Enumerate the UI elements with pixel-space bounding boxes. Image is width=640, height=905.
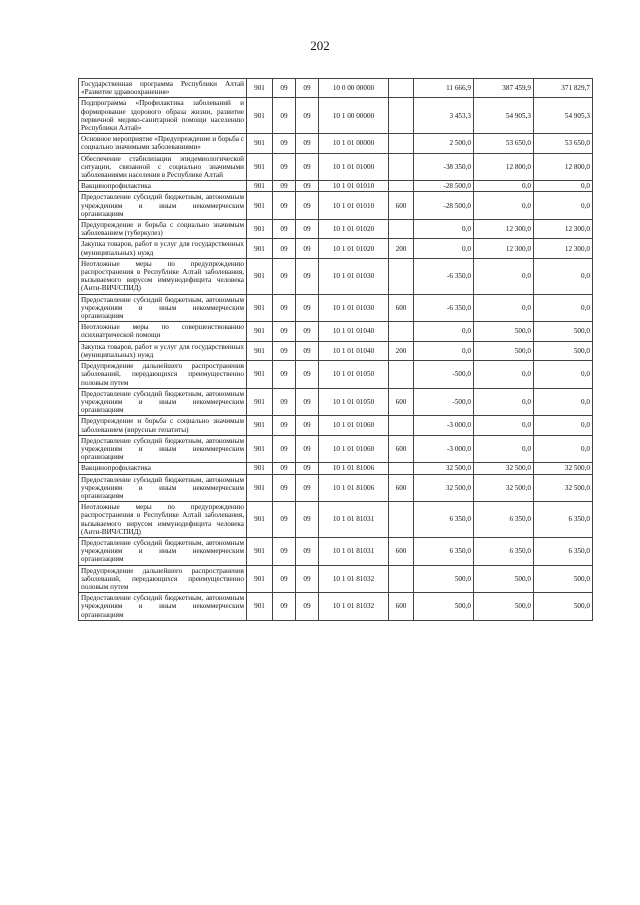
cell-name: Подпрограмма «Профилактика заболеваний и формирование здорового образа жизни, развитие первичной медико-санитарной помощи населению Республики Алтай» xyxy=(79,98,247,134)
cell-name: Предупреждение дальнейшего распространения заболеваний, передающихся преимущественно половым путем xyxy=(79,565,247,593)
cell-name: Предоставление субсидий бюджетным, автономным учреждениям и иным некоммерческим организациям xyxy=(79,294,247,322)
cell-amount-3: 500,0 xyxy=(534,322,593,341)
cell-amount-2: 12 300,0 xyxy=(474,220,534,239)
cell-name: Предоставление субсидий бюджетным, автономным учреждениям и иным некоммерческим организациям xyxy=(79,593,247,621)
cell-section: 09 xyxy=(273,341,296,360)
cell-section: 09 xyxy=(273,565,296,593)
cell-section: 09 xyxy=(273,463,296,474)
cell-expense-type xyxy=(389,322,414,341)
cell-amount-2: 0,0 xyxy=(474,294,534,322)
cell-name: Закупка товаров, работ и услуг для государственных (муниципальных) нужд xyxy=(79,341,247,360)
cell-name: Предоставление субсидий бюджетным, автономным учреждениям и иным некоммерческим организациям xyxy=(79,435,247,463)
cell-target-article: 10 1 01 01050 xyxy=(319,388,389,416)
cell-ministry-code: 901 xyxy=(247,181,273,192)
table-body xyxy=(79,79,593,621)
cell-expense-type xyxy=(389,220,414,239)
cell-amount-3: 0,0 xyxy=(534,388,593,416)
cell-amount-1: 0,0 xyxy=(414,220,474,239)
cell-target-article: 10 1 01 01030 xyxy=(319,294,389,322)
page-number: 202 xyxy=(310,38,330,53)
cell-subsection: 09 xyxy=(296,537,319,565)
cell-section: 09 xyxy=(273,361,296,389)
cell-ministry-code: 901 xyxy=(247,416,273,435)
table-row xyxy=(79,98,593,134)
cell-expense-type xyxy=(389,502,414,538)
table-row xyxy=(79,258,593,294)
cell-name: Вакцинопрофилактика xyxy=(79,463,247,474)
cell-section: 09 xyxy=(273,593,296,621)
cell-name: Основное мероприятие «Предупреждение и борьба с социально значимыми заболеваниями» xyxy=(79,134,247,153)
cell-section: 09 xyxy=(273,192,296,220)
cell-expense-type: 600 xyxy=(389,388,414,416)
cell-section: 09 xyxy=(273,181,296,192)
cell-target-article: 10 1 00 00000 xyxy=(319,98,389,134)
cell-amount-1: 11 666,9 xyxy=(414,79,474,98)
cell-target-article: 10 1 01 01040 xyxy=(319,322,389,341)
cell-name: Предупреждение дальнейшего распространения заболеваний, передающихся преимущественно половым путем xyxy=(79,361,247,389)
cell-amount-1: 0,0 xyxy=(414,322,474,341)
table-row xyxy=(79,537,593,565)
cell-amount-3: 0,0 xyxy=(534,294,593,322)
cell-subsection: 09 xyxy=(296,220,319,239)
table-row xyxy=(79,239,593,258)
cell-expense-type xyxy=(389,463,414,474)
cell-amount-2: 500,0 xyxy=(474,322,534,341)
cell-expense-type: 200 xyxy=(389,341,414,360)
table-row xyxy=(79,192,593,220)
cell-section: 09 xyxy=(273,79,296,98)
table-row xyxy=(79,463,593,474)
table-row xyxy=(79,388,593,416)
cell-amount-2: 0,0 xyxy=(474,416,534,435)
cell-section: 09 xyxy=(273,537,296,565)
cell-amount-2: 500,0 xyxy=(474,565,534,593)
cell-section: 09 xyxy=(273,153,296,181)
cell-name: Предупреждение и борьба с социально значимым заболеванием (вирусные гепатиты) xyxy=(79,416,247,435)
cell-name: Предоставление субсидий бюджетным, автономным учреждениям и иным некоммерческим организациям xyxy=(79,537,247,565)
cell-subsection: 09 xyxy=(296,98,319,134)
cell-target-article: 10 1 01 81031 xyxy=(319,537,389,565)
table-row xyxy=(79,153,593,181)
cell-expense-type: 600 xyxy=(389,435,414,463)
cell-subsection: 09 xyxy=(296,341,319,360)
cell-amount-1: -3 000,0 xyxy=(414,435,474,463)
cell-target-article: 10 1 01 01010 xyxy=(319,181,389,192)
cell-expense-type: 600 xyxy=(389,192,414,220)
table-row xyxy=(79,134,593,153)
cell-subsection: 09 xyxy=(296,294,319,322)
cell-amount-1: 0,0 xyxy=(414,239,474,258)
cell-target-article: 10 1 01 81032 xyxy=(319,593,389,621)
cell-amount-3: 6 350,0 xyxy=(534,537,593,565)
cell-section: 09 xyxy=(273,258,296,294)
table-row xyxy=(79,502,593,538)
cell-ministry-code: 901 xyxy=(247,239,273,258)
cell-target-article: 10 1 01 01050 xyxy=(319,361,389,389)
cell-expense-type: 200 xyxy=(389,239,414,258)
cell-amount-3: 500,0 xyxy=(534,565,593,593)
table-row xyxy=(79,341,593,360)
cell-expense-type: 600 xyxy=(389,593,414,621)
cell-amount-1: 3 453,3 xyxy=(414,98,474,134)
cell-amount-2: 12 800,0 xyxy=(474,153,534,181)
cell-subsection: 09 xyxy=(296,502,319,538)
cell-expense-type xyxy=(389,416,414,435)
cell-target-article: 10 1 01 01020 xyxy=(319,220,389,239)
cell-ministry-code: 901 xyxy=(247,474,273,502)
cell-expense-type: 600 xyxy=(389,537,414,565)
cell-amount-1: 0,0 xyxy=(414,341,474,360)
cell-section: 09 xyxy=(273,322,296,341)
cell-section: 09 xyxy=(273,294,296,322)
cell-amount-3: 32 500,0 xyxy=(534,463,593,474)
cell-amount-3: 0,0 xyxy=(534,258,593,294)
table-row xyxy=(79,565,593,593)
cell-expense-type xyxy=(389,134,414,153)
cell-subsection: 09 xyxy=(296,388,319,416)
cell-ministry-code: 901 xyxy=(247,192,273,220)
cell-section: 09 xyxy=(273,416,296,435)
cell-section: 09 xyxy=(273,388,296,416)
cell-amount-2: 0,0 xyxy=(474,361,534,389)
cell-amount-1: 6 350,0 xyxy=(414,537,474,565)
cell-section: 09 xyxy=(273,502,296,538)
cell-amount-2: 32 500,0 xyxy=(474,474,534,502)
cell-ministry-code: 901 xyxy=(247,294,273,322)
cell-name: Неотложные меры по совершенствованию психиатрической помощи xyxy=(79,322,247,341)
cell-amount-3: 500,0 xyxy=(534,593,593,621)
cell-ministry-code: 901 xyxy=(247,153,273,181)
cell-amount-2: 12 300,0 xyxy=(474,239,534,258)
cell-subsection: 09 xyxy=(296,463,319,474)
cell-expense-type xyxy=(389,565,414,593)
cell-section: 09 xyxy=(273,134,296,153)
cell-expense-type: 600 xyxy=(389,294,414,322)
table-row xyxy=(79,416,593,435)
cell-amount-3: 12 800,0 xyxy=(534,153,593,181)
cell-subsection: 09 xyxy=(296,593,319,621)
cell-subsection: 09 xyxy=(296,565,319,593)
cell-section: 09 xyxy=(273,220,296,239)
cell-name: Предупреждение и борьба с социально значимым заболеванием (туберкулез) xyxy=(79,220,247,239)
cell-target-article: 10 0 00 00000 xyxy=(319,79,389,98)
table-row xyxy=(79,79,593,98)
cell-expense-type xyxy=(389,98,414,134)
cell-target-article: 10 1 01 81031 xyxy=(319,502,389,538)
cell-target-article: 10 1 01 81006 xyxy=(319,474,389,502)
cell-target-article: 10 1 01 81006 xyxy=(319,463,389,474)
cell-target-article: 10 1 01 01020 xyxy=(319,239,389,258)
cell-amount-2: 6 350,0 xyxy=(474,502,534,538)
cell-amount-3: 371 829,7 xyxy=(534,79,593,98)
cell-name: Государственная программа Республики Алтай «Развитие здравоохранения» xyxy=(79,79,247,98)
cell-ministry-code: 901 xyxy=(247,565,273,593)
cell-expense-type xyxy=(389,153,414,181)
cell-amount-1: 500,0 xyxy=(414,565,474,593)
cell-target-article: 10 1 01 01000 xyxy=(319,153,389,181)
cell-ministry-code: 901 xyxy=(247,134,273,153)
cell-ministry-code: 901 xyxy=(247,258,273,294)
cell-amount-1: -28 500,0 xyxy=(414,192,474,220)
cell-amount-2: 0,0 xyxy=(474,181,534,192)
cell-amount-3: 0,0 xyxy=(534,181,593,192)
cell-ministry-code: 901 xyxy=(247,388,273,416)
cell-amount-3: 54 905,3 xyxy=(534,98,593,134)
cell-amount-3: 0,0 xyxy=(534,361,593,389)
cell-subsection: 09 xyxy=(296,435,319,463)
cell-ministry-code: 901 xyxy=(247,593,273,621)
table-row xyxy=(79,593,593,621)
cell-name: Предоставление субсидий бюджетным, автономным учреждениям и иным некоммерческим организациям xyxy=(79,388,247,416)
cell-amount-1: -6 350,0 xyxy=(414,258,474,294)
cell-target-article: 10 1 01 01010 xyxy=(319,192,389,220)
cell-amount-3: 32 500,0 xyxy=(534,474,593,502)
cell-ministry-code: 901 xyxy=(247,98,273,134)
cell-amount-3: 12 300,0 xyxy=(534,220,593,239)
cell-amount-1: 6 350,0 xyxy=(414,502,474,538)
cell-target-article: 10 1 01 01060 xyxy=(319,435,389,463)
table-row xyxy=(79,474,593,502)
cell-amount-2: 500,0 xyxy=(474,341,534,360)
cell-amount-3: 53 650,0 xyxy=(534,134,593,153)
cell-target-article: 10 1 01 01060 xyxy=(319,416,389,435)
table-row xyxy=(79,294,593,322)
cell-target-article: 10 1 01 01030 xyxy=(319,258,389,294)
cell-expense-type xyxy=(389,361,414,389)
cell-amount-1: 32 500,0 xyxy=(414,463,474,474)
cell-amount-1: 500,0 xyxy=(414,593,474,621)
cell-subsection: 09 xyxy=(296,474,319,502)
table-row xyxy=(79,361,593,389)
cell-target-article: 10 1 01 00000 xyxy=(319,134,389,153)
cell-ministry-code: 901 xyxy=(247,341,273,360)
cell-amount-1: -500,0 xyxy=(414,388,474,416)
cell-ministry-code: 901 xyxy=(247,435,273,463)
cell-expense-type: 600 xyxy=(389,474,414,502)
cell-amount-1: -3 000,0 xyxy=(414,416,474,435)
cell-amount-2: 500,0 xyxy=(474,593,534,621)
cell-amount-1: -500,0 xyxy=(414,361,474,389)
cell-subsection: 09 xyxy=(296,322,319,341)
cell-ministry-code: 901 xyxy=(247,463,273,474)
cell-ministry-code: 901 xyxy=(247,537,273,565)
cell-subsection: 09 xyxy=(296,181,319,192)
cell-ministry-code: 901 xyxy=(247,79,273,98)
budget-table xyxy=(78,78,593,621)
cell-subsection: 09 xyxy=(296,239,319,258)
cell-amount-2: 0,0 xyxy=(474,192,534,220)
cell-target-article: 10 1 01 01040 xyxy=(319,341,389,360)
cell-amount-3: 500,0 xyxy=(534,341,593,360)
cell-amount-1: -6 350,0 xyxy=(414,294,474,322)
cell-name: Предоставление субсидий бюджетным, автономным учреждениям и иным некоммерческим организациям xyxy=(79,192,247,220)
cell-name: Вакцинопрофилактика xyxy=(79,181,247,192)
cell-amount-1: -28 500,0 xyxy=(414,181,474,192)
cell-subsection: 09 xyxy=(296,258,319,294)
cell-expense-type xyxy=(389,181,414,192)
cell-amount-2: 53 650,0 xyxy=(474,134,534,153)
cell-amount-3: 12 300,0 xyxy=(534,239,593,258)
cell-ministry-code: 901 xyxy=(247,502,273,538)
cell-subsection: 09 xyxy=(296,361,319,389)
cell-subsection: 09 xyxy=(296,192,319,220)
cell-subsection: 09 xyxy=(296,153,319,181)
cell-section: 09 xyxy=(273,435,296,463)
cell-amount-2: 387 459,9 xyxy=(474,79,534,98)
cell-name: Неотложные меры по предупреждению распространения в Республике Алтай заболевания, вызываемого вирусом иммунодефицита человека (Анти-ВИЧ/СПИД) xyxy=(79,258,247,294)
table-row xyxy=(79,435,593,463)
cell-name: Предоставление субсидий бюджетным, автономным учреждениям и иным некоммерческим организациям xyxy=(79,474,247,502)
cell-section: 09 xyxy=(273,98,296,134)
cell-subsection: 09 xyxy=(296,79,319,98)
cell-amount-2: 6 350,0 xyxy=(474,537,534,565)
table-row xyxy=(79,181,593,192)
cell-amount-1: -38 350,0 xyxy=(414,153,474,181)
cell-section: 09 xyxy=(273,239,296,258)
cell-name: Закупка товаров, работ и услуг для государственных (муниципальных) нужд xyxy=(79,239,247,258)
cell-amount-2: 0,0 xyxy=(474,435,534,463)
cell-name: Неотложные меры по предупреждению распространения в Республике Алтай заболевания, вызываемого вирусом иммунодефицита человека (Анти-ВИЧ/СПИД) xyxy=(79,502,247,538)
cell-amount-3: 6 350,0 xyxy=(534,502,593,538)
cell-amount-3: 0,0 xyxy=(534,416,593,435)
cell-section: 09 xyxy=(273,474,296,502)
cell-ministry-code: 901 xyxy=(247,220,273,239)
cell-amount-2: 32 500,0 xyxy=(474,463,534,474)
cell-subsection: 09 xyxy=(296,416,319,435)
cell-ministry-code: 901 xyxy=(247,361,273,389)
cell-amount-2: 0,0 xyxy=(474,388,534,416)
cell-subsection: 09 xyxy=(296,134,319,153)
cell-expense-type xyxy=(389,79,414,98)
cell-expense-type xyxy=(389,258,414,294)
cell-name: Обеспечение стабилизации эпидемиологической ситуации, связанной с социально значимыми заболеваниями населения в Республике Алтай xyxy=(79,153,247,181)
cell-amount-1: 2 500,0 xyxy=(414,134,474,153)
cell-target-article: 10 1 01 81032 xyxy=(319,565,389,593)
cell-amount-1: 32 500,0 xyxy=(414,474,474,502)
cell-amount-3: 0,0 xyxy=(534,192,593,220)
cell-amount-3: 0,0 xyxy=(534,435,593,463)
cell-amount-2: 54 905,3 xyxy=(474,98,534,134)
table-row xyxy=(79,322,593,341)
cell-amount-2: 0,0 xyxy=(474,258,534,294)
cell-ministry-code: 901 xyxy=(247,322,273,341)
table-row xyxy=(79,220,593,239)
